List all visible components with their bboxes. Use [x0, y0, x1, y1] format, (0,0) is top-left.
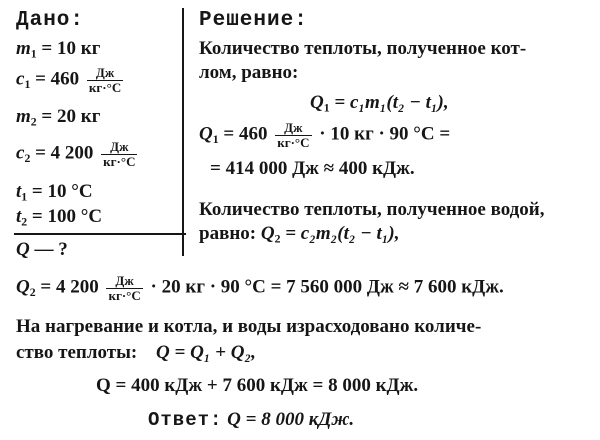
calc1-unit-num: Дж	[275, 121, 311, 136]
calc1-unit-fraction	[275, 121, 311, 149]
t1-value: = 10 °С	[31, 181, 93, 202]
answer-label: Ответ:	[148, 409, 223, 431]
answer-row	[148, 410, 354, 430]
c2-unit-den: кг·°С	[103, 153, 136, 169]
solution-formula2	[199, 224, 400, 245]
solution-calc1	[199, 121, 450, 149]
m2-value: = 20 кг	[41, 106, 101, 127]
calc1-subscript: 1	[212, 132, 219, 146]
solution-text1-line2: лом, равно:	[199, 62, 299, 83]
given-m1	[16, 39, 100, 60]
t2-subscript: 2	[21, 215, 28, 229]
q1-symbol: Q	[310, 92, 324, 113]
calc2-unit-fraction	[106, 274, 142, 302]
c2-subscript: 2	[24, 151, 31, 165]
calc2-unit-den: кг·°С	[108, 287, 141, 303]
solution-text2-line2: равно:	[199, 223, 257, 244]
total-calc: Q = 400 кДж + 7 600 кДж = 8 000 кДж.	[96, 375, 419, 396]
c2-unit-num: Дж	[101, 140, 137, 155]
solution-header: Решение:	[199, 9, 308, 32]
c1-subscript: 1	[24, 77, 31, 91]
t2-value: = 100 °С	[31, 206, 103, 227]
m1-subscript: 1	[30, 47, 37, 61]
t1-subscript: 1	[21, 190, 28, 204]
solution-text2-line1: Количество теплоты, полученное водой,	[199, 199, 545, 220]
given-divider	[14, 233, 186, 235]
total-formula: Q = Q₁ + Q₂,	[156, 342, 256, 363]
calc1-unit-den: кг·°С	[277, 134, 310, 150]
total-text-line2: ство теплоты:	[16, 342, 138, 363]
given-c2	[16, 140, 140, 168]
m1-symbol: m	[16, 38, 31, 59]
given-c1	[16, 66, 126, 94]
calc2	[16, 274, 504, 302]
c1-value: = 460	[35, 68, 80, 90]
c1-unit-num: Дж	[87, 66, 123, 81]
t2-symbol: t	[16, 206, 22, 227]
formula2-rhs: = c₂m₂(t₂ − t₁),	[285, 223, 400, 244]
q1-subscript: 1	[323, 101, 330, 115]
c2-unit-fraction	[101, 140, 137, 168]
column-divider	[182, 8, 184, 256]
c1-unit-den: кг·°С	[88, 79, 122, 95]
calc2-value: = 4 200	[40, 276, 99, 298]
q2-subscript: 2	[274, 232, 281, 246]
solution-calc1-result: = 414 000 Дж ≈ 400 кДж.	[210, 158, 415, 179]
given-t1	[16, 182, 93, 203]
calc1-symbol: Q	[199, 123, 213, 145]
given-header: Дано:	[16, 9, 85, 32]
c1-unit-fraction	[87, 66, 123, 94]
calc2-unit-num: Дж	[106, 274, 142, 289]
c2-symbol: c	[16, 142, 25, 164]
c2-value: = 4 200	[35, 142, 94, 164]
c1-symbol: c	[16, 68, 25, 90]
unknown-symbol: Q	[16, 239, 30, 260]
unknown-value: — ?	[34, 239, 68, 260]
answer-value: Q = 8 000 кДж.	[227, 409, 355, 430]
formula1-rhs: = c₁m₁(t₂ − t₁),	[334, 92, 449, 113]
calc1-rest: · 10 кг · 90 °С =	[319, 123, 451, 145]
t1-symbol: t	[16, 181, 22, 202]
m2-subscript: 2	[30, 115, 37, 129]
calc1-value: = 460	[223, 123, 268, 145]
calc2-subscript: 2	[29, 285, 36, 299]
solution-formula1	[310, 93, 449, 114]
m2-symbol: m	[16, 106, 31, 127]
q2-symbol: Q	[260, 223, 275, 244]
given-m2	[16, 107, 100, 128]
m1-value: = 10 кг	[41, 38, 101, 59]
total-text-line2-row	[16, 343, 256, 362]
given-t2	[16, 207, 102, 228]
given-unknown	[16, 240, 68, 259]
calc2-rest: · 20 кг · 90 °С = 7 560 000 Дж ≈ 7 600 кДж.	[150, 276, 504, 298]
calc2-symbol: Q	[16, 276, 30, 298]
solution-text1-line1: Количество теплоты, полученное кот-	[199, 38, 527, 59]
total-text-line1: На нагревание и котла, и воды израсходовано количе-	[16, 316, 482, 337]
